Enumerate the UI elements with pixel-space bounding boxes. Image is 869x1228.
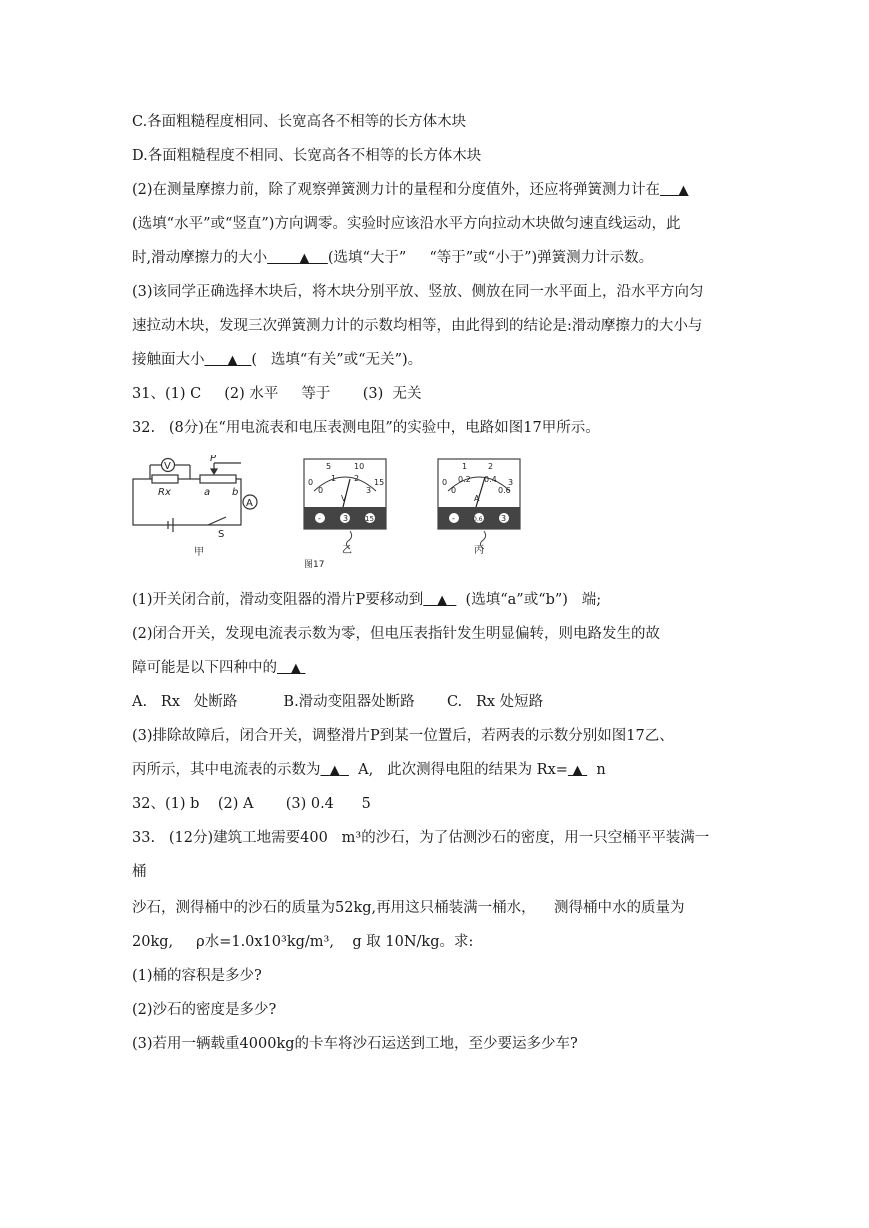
text: n [587,762,606,778]
question-33-line2: 桶 [132,864,147,880]
tick: 2 [354,474,360,483]
circuit-diagram [133,459,257,533]
end-b-label: b [232,487,239,498]
option-d: D.各面粗糙程度不相同、长宽高各不相等的长方体木块 [132,148,482,164]
figure-label-bing: 丙 [474,545,484,556]
answer-blank [267,248,328,269]
q33-part2: (2)沙石的密度是多少? [132,1002,277,1018]
tick: 0 [451,486,457,495]
tick: 0 [318,486,324,495]
tick: 2 [488,462,494,471]
q30-part3-line2: 速拉动木块，发现三次弹簧测力计的示数均相等，由此得到的结论是:滑动摩擦力的大小与 [132,318,703,334]
question-32-title: 32. (8分)在“用电流表和电压表测电阻”的实验中，电路如图17甲所示。 [132,420,600,436]
tick: 5 [326,462,332,471]
terminal-label: 15 [365,515,374,523]
switch-icon [208,517,226,525]
switch-label: S [218,529,225,540]
tick: 10 [354,462,365,471]
text: 时,滑动摩擦力的大小 [132,250,268,266]
answer-blank [321,760,349,781]
tick: 3 [508,478,514,487]
tick: 3 [366,486,372,495]
question-33-line3: 沙石，测得桶中的沙石的质量为52kg,再用这只桶装满一桶水， 测得桶中水的质量为 [132,900,685,916]
slider-label: P [210,455,217,464]
text: (选填“a”或“b”) 端; [456,592,602,608]
answer-blank [205,350,252,371]
question-33-line4: 20kg, ρ水=1.0x10³kg/m³, g 取 10N/kg。求: [132,934,474,950]
blank-triangle-icon: ▲ [572,763,583,778]
answer-32: 32、(1) b (2) A (3) 0.4 5 [132,796,371,812]
answer-blank [568,760,587,781]
q30-part2-line2: (选填“水平”或“竖直”)方向调零。实验时应该沿水平方向拉动木块做匀速直线运动，此 [132,216,681,232]
answer-blank [660,180,688,201]
q30-part2-line3 [132,248,653,269]
tick: 0.6 [498,486,511,495]
unit-label: A [474,494,480,503]
text: ( 选填“有关”或“无关”)。 [251,352,423,368]
terminal-label: 0.6 [473,516,483,523]
q30-part2-line1 [132,180,688,201]
text: 障可能是以下四种中的 [132,660,277,676]
q32-part3-line1: (3)排除故障后，闭合开关，调整滑片P到某一位置后，若两表的示数分别如图17乙、 [132,728,674,744]
option-c: C.各面粗糙程度相同、长宽高各不相等的长方体木块 [132,114,467,130]
text: A, 此次测得电阻的结果为 Rx= [348,762,568,778]
figure-label-jia: 甲 [194,547,204,558]
answer-31: 31、(1) C (2) 水平 等于 (3) 无关 [132,386,422,402]
figure-caption: 图17 [304,560,325,570]
q32-part2-line1: (2)闭合开关，发现电流表示数为零，但电压表指针发生明显偏转，则电路发生的故 [132,626,661,642]
answer-blank [277,658,305,679]
q32-part2-line2 [132,658,305,679]
terminal-label: 3 [501,514,507,523]
blank-triangle-icon: ▲ [437,593,448,608]
terminal-label: 3 [343,514,349,523]
tick: 0.2 [458,475,471,484]
terminal-label: - [318,514,321,523]
q30-part3-line1: (3)该同学正确选择木块后，将木块分别平放、竖放、侧放在同一水平面上，沿水平方向匀 [132,284,704,300]
ammeter-label: A [246,498,253,509]
q30-part3-line3 [132,350,422,371]
text: 接触面大小 [132,352,205,368]
question-33-title: 33. (12分)建筑工地需要400 m³的沙石，为了估测沙石的密度，用一只空桶平平装满一 [132,830,710,846]
q33-part3: (3)若用一辆载重4000kg的卡车将沙石运送到工地，至少要运多少车? [132,1036,578,1052]
tick: 1 [331,474,337,483]
figure-label-yi: 乙 [342,545,352,556]
tick: 1 [462,462,468,471]
tick: 15 [374,478,385,487]
text: (1)开关闭合前，滑动变阻器的滑片P要移动到 [132,592,424,608]
q32-options: A. Rx 处断路 B.滑动变阻器处断路 C. Rx 处短路 [132,694,544,710]
figure-17-svg [128,455,538,575]
q32-part1 [132,590,601,611]
blank-triangle-icon: ▲ [299,251,310,266]
q32-part3-line2 [132,760,606,781]
text: (选填“大于” “等于”或“小于”)弹簧测力计示数。 [327,250,654,266]
figure-17 [128,455,538,575]
answer-blank [423,590,456,611]
blank-triangle-icon: ▲ [227,353,238,368]
tick: 0 [308,478,314,487]
tick: 0 [442,478,448,487]
rheostat-icon [200,475,236,483]
voltmeter-label: V [164,461,171,472]
tick: 0.4 [484,475,497,484]
resistor-label: Rx [158,487,171,498]
unit-label: V [341,494,347,503]
blank-triangle-icon: ▲ [329,763,340,778]
q33-part1: (1)桶的容积是多少? [132,968,262,984]
blank-triangle-icon: ▲ [290,661,301,676]
end-a-label: a [204,487,211,498]
text: 丙所示，其中电流表的示数为 [132,762,321,778]
blank-triangle-icon: ▲ [678,183,689,198]
text: (2)在测量摩擦力前，除了观察弹簧测力计的量程和分度值外，还应将弹簧测力计在 [132,182,661,198]
terminal-label: - [452,514,455,523]
resistor-rx-icon [152,475,178,483]
